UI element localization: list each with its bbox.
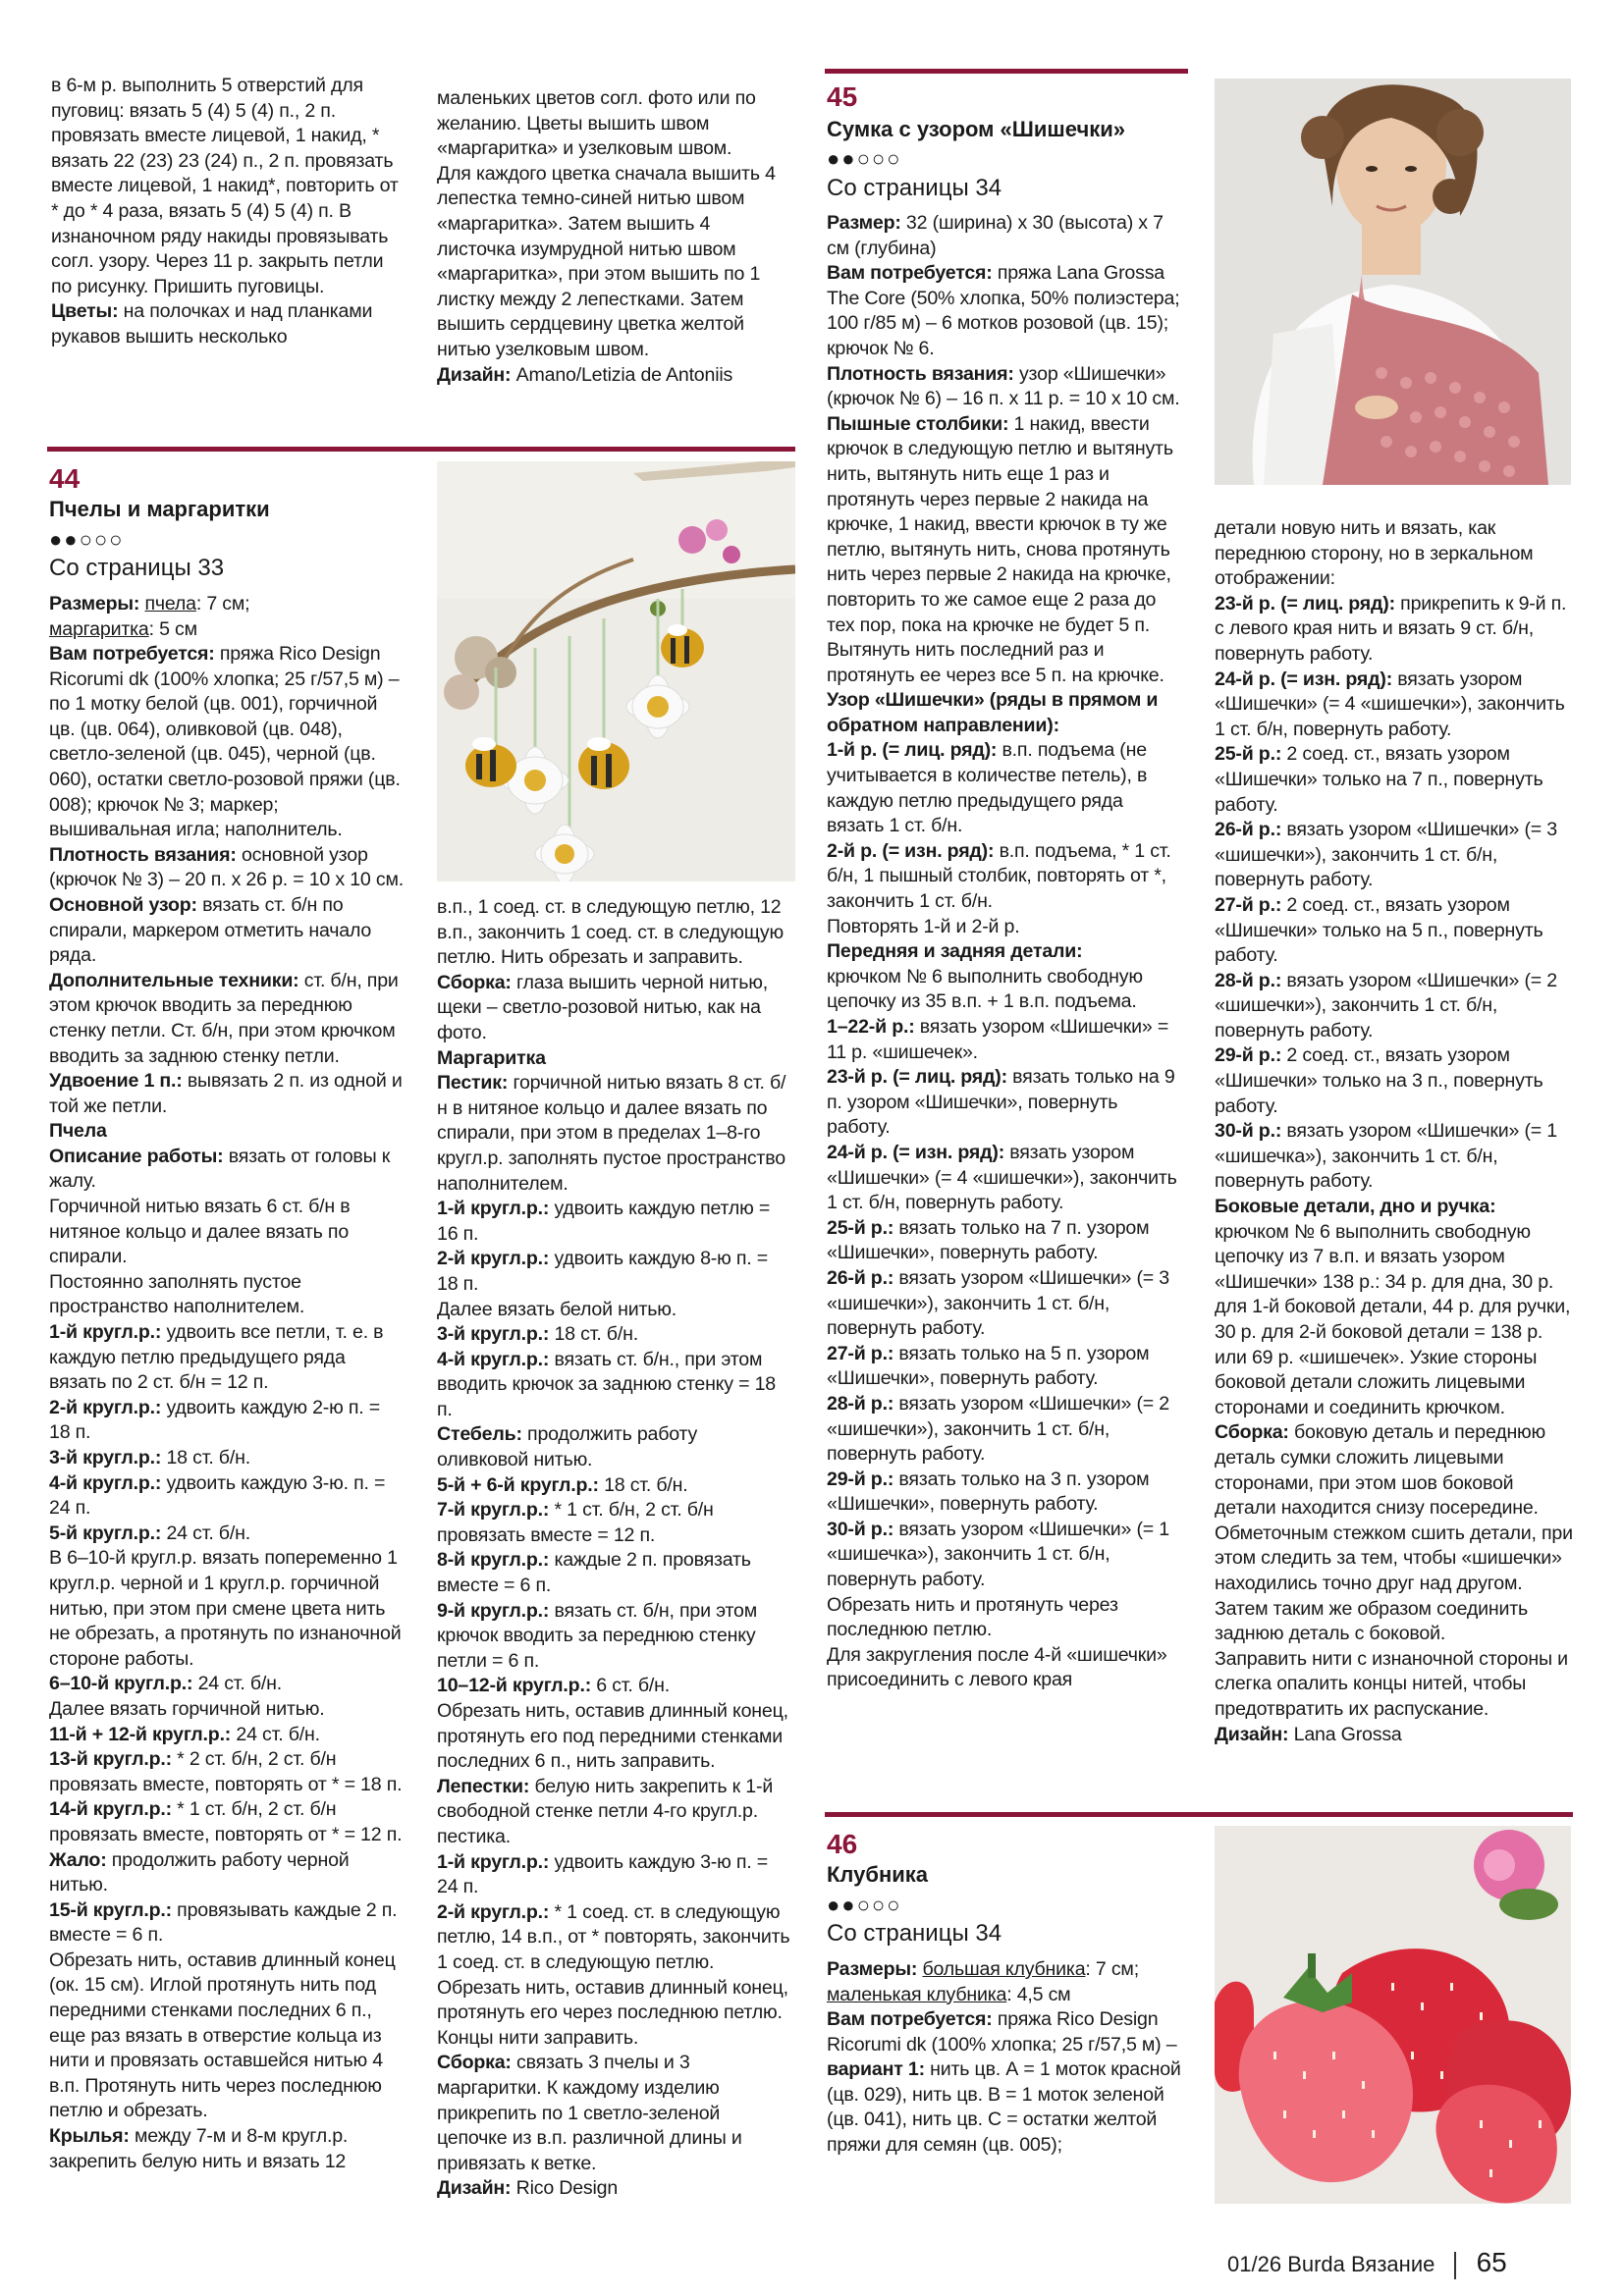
- paragraph-text: пряжа Lana Grossa The Core (50% хлопка, 50% полиэстера; 100 г/85 м) – 6 мотков розовой (цв. 15); крючок № 6.: [827, 262, 1180, 359]
- paragraph: [827, 1141, 1182, 1216]
- paragraph-text: ст. б/н, при этом крючок вводить за переднюю стенку петли. Ст. б/н, при этом крючком вводить за заднюю стенку петли.: [49, 969, 399, 1067]
- bold-label: Вам потребуется:: [827, 2008, 993, 2030]
- bold-label: 3-й кругл.р.:: [437, 1323, 550, 1346]
- paragraph: [49, 1949, 405, 2124]
- paragraph-text: вязать только на 3 п. узором «Шишечки», повернуть работу.: [827, 1468, 1150, 1516]
- bold-label: 2-й кругл.р.:: [49, 1396, 162, 1418]
- paragraph: [1215, 1647, 1573, 1723]
- bold-label: 2-й кругл.р.:: [437, 1248, 550, 1270]
- paragraph-text: 2 соед. ст., вязать узором «Шишечки» только на 5 п., повернуть работу.: [1215, 893, 1543, 967]
- paragraph: [827, 1216, 1182, 1266]
- bold-label: 1-й р. (= лиц. ряд):: [827, 739, 998, 762]
- paragraph-text: каждые 2 п. провязать вместе = 6 п.: [437, 1549, 751, 1597]
- bold-label: 30-й р.:: [1215, 1120, 1282, 1143]
- size-small: : 4,5 см: [1006, 1983, 1071, 2005]
- section-44-title: Пчелы и маргаритки: [49, 497, 270, 521]
- paragraph: [437, 1900, 792, 2052]
- bold-label: 11-й + 12-й кругл.р.:: [49, 1723, 232, 1745]
- bold-label: Сборка:: [437, 971, 512, 993]
- paragraph-text: боковую деталь и переднюю деталь сумки сложить лицевыми сторонами, при этом шов боковой детали находится снизу посередине. Обметочным стежком сшить детали, при этом следить за тем, чтобы «шишечки» находились точно друг над другом.: [1215, 1421, 1573, 1594]
- bold-label: Размер:: [827, 212, 901, 234]
- paragraph-text: вывязать 2 п. из одной и той же петли.: [49, 1070, 403, 1117]
- paragraph-text: удвоить каждую 8-ю п. = 18 п.: [437, 1248, 768, 1295]
- bold-label: 29-й р.:: [1215, 1044, 1282, 1067]
- paragraph: [1215, 1420, 1573, 1596]
- paragraph: [49, 969, 405, 1069]
- paragraph-text: * 1 ст. б/н, 2 ст. б/н провязать вместе = 12 п.: [437, 1499, 714, 1546]
- paragraph-text: 18 ст. б/н.: [598, 1473, 688, 1496]
- paragraph-text: вязать узором «Шишечки» (= 3 «шишечки»), закончить 1 ст. б/н, повернуть работу.: [827, 1266, 1169, 1340]
- paragraph: [1215, 667, 1573, 743]
- bold-label: 25-й р.:: [1215, 743, 1282, 766]
- paragraph: [437, 1046, 792, 1072]
- paragraph-text: провязывать каждые 2 п. вместе = 6 п.: [49, 1898, 398, 1947]
- size-bee-label: пчела: [144, 593, 196, 614]
- paragraph: [827, 362, 1182, 412]
- paragraph: [437, 162, 792, 363]
- bold-label: 9-й кругл.р.:: [437, 1599, 550, 1622]
- bold-label: Маргаритка: [437, 1046, 546, 1069]
- paragraph: [437, 1071, 792, 1197]
- section-44-difficulty: ●●○○○: [49, 527, 125, 552]
- paragraph: [1215, 516, 1573, 592]
- paragraph: [49, 1320, 405, 1396]
- section-45-title: Сумка с узором «Шишечки»: [827, 117, 1125, 141]
- bold-label: Плотность вязания:: [49, 843, 237, 866]
- bold-label: 13-й кругл.р.:: [49, 1748, 172, 1771]
- bold-label: 25-й р.:: [827, 1216, 894, 1239]
- paragraph: [1215, 1723, 1573, 1748]
- paragraph: [49, 1546, 405, 1672]
- bold-label: 2-й кругл.р.:: [437, 1900, 550, 1923]
- bold-label: Лепестки:: [437, 1775, 530, 1797]
- section-44-sizes: [49, 592, 403, 642]
- bold-label: 28-й р.:: [827, 1392, 894, 1415]
- paragraph-text: удвоить каждую 2-ю п. = 18 п.: [49, 1396, 380, 1444]
- section-45-number: 45: [827, 81, 858, 112]
- paragraph-text: 1 накид, ввести крючок в следующую петлю и вытянуть нить, вытянуть нить еще 1 раз и протянуть через первые 2 накида на крючке, 1 накид, ввести крючок в ту же петлю, вытянуть нить, снова протянуть нить через первые 2 накида на крючке, повторить то же самое еще 2 раза до тех пор, пока на крючке не будет 5 п. Вытянуть нить последний раз и протянуть ее через все 5 п. на крючке.: [827, 412, 1173, 686]
- paragraph: [49, 1848, 405, 1898]
- sizes-label-46: Размеры:: [827, 1958, 918, 1980]
- size-small-label: маленькая клубника: [827, 1983, 1007, 2005]
- paragraph-text: вязать узором «Шишечки» (= 3 «шишечки»), закончить 1 ст. б/н, повернуть работу.: [1215, 819, 1557, 891]
- bold-label: Цветы:: [51, 300, 119, 323]
- paragraph-text: между 7-м и 8-м кругл.р. закрепить белую нить и вязать 12: [49, 2125, 349, 2172]
- paragraph-text: нить цв. А = 1 моток красной (цв. 029), нить цв. В = 1 моток зеленой (цв. 041), нить цв. С = остатки желтой пряжи для семян (цв. 005);: [827, 2058, 1181, 2156]
- paragraph: [437, 1548, 792, 1598]
- bold-label: 30-й р.:: [827, 1518, 894, 1540]
- paragraph-text: пряжа Rico Design Ricorumi dk (100% хлопка; 25 г/57,5 м) –: [827, 2008, 1177, 2056]
- paragraph: [437, 1247, 792, 1297]
- paragraph: [437, 2051, 792, 2176]
- page-number: 65: [1476, 2247, 1507, 2277]
- paragraph-text: вязать узором «Шишечки» (= 4 «шишечки»), закончить 1 ст. б/н, повернуть работу.: [827, 1141, 1177, 1214]
- bold-label: Крылья:: [49, 2125, 130, 2148]
- paragraph: [437, 1298, 792, 1323]
- paragraph: [437, 1699, 792, 1775]
- paragraph-text: Заправить нити с изнаночной стороны и слегка опалить концы нитей, чтобы предотвратить их распускание.: [1215, 1647, 1568, 1720]
- paragraph: [827, 1468, 1182, 1518]
- bold-label: Сборка:: [437, 2052, 512, 2074]
- section-46-bar: [825, 1812, 1573, 1817]
- bold-label: 1–22-й р.:: [827, 1016, 915, 1038]
- bold-label: 6–10-й кругл.р.:: [49, 1673, 193, 1695]
- paragraph-text: вязать ст. б/н, при этом крючок вводить за переднюю стенку петли = 6 п.: [437, 1599, 757, 1672]
- paragraph: [827, 2057, 1182, 2158]
- paragraph-text: удвоить каждую 3-ю. п. = 24 п.: [49, 1471, 386, 1520]
- paragraph: [827, 839, 1182, 915]
- footer: [1227, 2248, 1581, 2287]
- paragraph: [49, 1145, 405, 1195]
- paragraph: [437, 1422, 792, 1472]
- paragraph-text: Rico Design: [511, 2177, 619, 2200]
- magazine-name: Burda Вязание: [1287, 2252, 1435, 2276]
- paragraph-text: Затем таким же образом соединить заднюю деталь с боковой.: [1215, 1597, 1528, 1645]
- paragraph-text: 18 ст. б/н.: [161, 1447, 250, 1468]
- paragraph-text: вязать только на 7 п. узором «Шишечки», повернуть работу.: [827, 1216, 1150, 1264]
- bold-label: 5-й + 6-й кругл.р.:: [437, 1473, 599, 1496]
- size-daisy: : 5 см: [148, 617, 197, 640]
- paragraph-text: Для каждого цветка сначала вышить 4 лепестка темно-синей нитью швом «маргаритка». Затем вышить 4 листочка изумрудной нитью швом «маргаритка», при этом вышить по 1 листку между 2 лепестками. Затем вышить сердцевину цветка желтой нитью узелковым швом.: [437, 162, 776, 360]
- paragraph: [49, 1446, 405, 1471]
- bold-label: 3-й кругл.р.:: [49, 1447, 162, 1468]
- paragraph: [51, 74, 403, 299]
- bold-label: Удвоение 1 п.:: [49, 1070, 183, 1093]
- paragraph: [827, 1015, 1182, 1065]
- column-c-45: [827, 211, 1182, 1693]
- paragraph-text: белую нить закрепить к 1-й свободной стенке петли 4-го кругл.р. пестика.: [437, 1775, 774, 1847]
- paragraph-text: маленьких цветов согл. фото или по желанию. Цветы вышить швом «маргаритка» и узелковым швом.: [437, 87, 756, 160]
- bold-label: 1-й кругл.р.:: [49, 1321, 162, 1344]
- paragraph: [49, 1522, 405, 1547]
- section-45-difficulty: ●●○○○: [827, 146, 902, 171]
- paragraph: [49, 1270, 405, 1320]
- paragraph: [437, 1850, 792, 1900]
- section-45-bar: [825, 69, 1188, 74]
- paragraph: [827, 412, 1182, 689]
- paragraph-text: Для закругления после 4-й «шишечки» присоединить с левого края: [827, 1643, 1167, 1691]
- bold-label: Описание работы:: [49, 1145, 224, 1167]
- paragraph-text: вязать узором «Шишечки» (= 1 «шишечка»), закончить 1 ст. б/н, повернуть работу.: [1215, 1120, 1557, 1193]
- paragraph-text: связать 3 пчелы и 3 маргаритки. К каждому изделию прикрепить по 1 светло-зеленой цепочке из в.п. различной длины и привязать к ветке.: [437, 2052, 742, 2174]
- section-46-number: 46: [827, 1829, 858, 1859]
- paragraph-text: вязать узором «Шишечки» = 11 р. «шишечек».: [827, 1016, 1169, 1063]
- bold-label: Узор «Шишечки» (ряды в прямом и обратном направлении):: [827, 689, 1159, 736]
- paragraph-text: 2 соед. ст., вязать узором «Шишечки» только на 3 п., повернуть работу.: [1215, 1044, 1543, 1117]
- size-big-label: большая клубника: [922, 1958, 1086, 1980]
- paragraph: [49, 893, 405, 969]
- column-c-46: [827, 2007, 1182, 2159]
- strawberries-photo: [1215, 1826, 1571, 2204]
- bold-label: Вам потребуется:: [827, 262, 993, 285]
- paragraph-text: * 2 ст. б/н, 2 ст. б/н провязать вместе, повторять от * = 18 п.: [49, 1748, 403, 1795]
- paragraph-text: 32 (ширина) х 30 (высота) х 7 см (глубина): [827, 212, 1164, 259]
- column-a-top: [51, 74, 403, 350]
- paragraph-text: вязать узором «Шишечки» (= 4 «шишечки»), закончить 1 ст. б/н, повернуть работу.: [1215, 667, 1565, 740]
- paragraph-text: на полочках и над планками рукавов вышить несколько: [51, 300, 373, 347]
- bold-label: Дизайн:: [437, 2177, 512, 2200]
- bold-label: Вам потребуется:: [49, 643, 215, 665]
- paragraph-text: детали новую нить и вязать, как переднюю сторону, но в зеркальном отображении:: [1215, 517, 1534, 590]
- paragraph: [49, 1471, 405, 1522]
- paragraph: [49, 1898, 405, 1949]
- paragraph: [49, 1723, 405, 1748]
- paragraph: [49, 843, 405, 893]
- paragraph-text: Обрезать нить и протянуть через последнюю петлю.: [827, 1593, 1118, 1641]
- paragraph: [49, 642, 405, 843]
- paragraph: [827, 1643, 1182, 1693]
- paragraph-text: Amano/Letizia de Antoniis: [511, 363, 733, 386]
- paragraph: [437, 1473, 792, 1499]
- paragraph-text: вязать только на 5 п. узором «Шишечки», повернуть работу.: [827, 1342, 1150, 1390]
- sizes-label: Размеры:: [49, 593, 140, 614]
- bold-label: Основной узор:: [49, 893, 197, 916]
- paragraph: [437, 2176, 792, 2202]
- paragraph-text: Далее вязать белой нитью.: [437, 1298, 677, 1320]
- paragraph: [437, 971, 792, 1046]
- size-big: : 7 см;: [1085, 1958, 1139, 1980]
- paragraph: [827, 939, 1182, 965]
- bold-label: 14-й кругл.р.:: [49, 1798, 172, 1821]
- paragraph-text: узор «Шишечки» (крючок № 6) – 16 п. х 11 р. = 10 х 10 см.: [827, 362, 1180, 410]
- column-a-44: [49, 642, 405, 2174]
- bold-label: Плотность вязания:: [827, 362, 1014, 385]
- paragraph-text: Далее вязать горчичной нитью.: [49, 1697, 325, 1720]
- bag-photo: [1215, 79, 1571, 485]
- paragraph: [827, 261, 1182, 361]
- paragraph-text: горчичной нитью вязать 8 ст. б/н в нитяное кольцо и далее вязать по спирали, при этом в пределах 1–8-го кругл.р. заполнять пустое пространство наполнителем.: [437, 1072, 786, 1195]
- paragraph-text: Обрезать нить, оставив длинный конец (ок. 15 см). Иглой протянуть нить под передними стенками последних 6 п., еще раз вязать в отверстие кольца из нити и провязать оставшейся нитью 4 в.п. Протянуть нить через последнюю петлю и обрезать.: [49, 1949, 396, 2122]
- paragraph: [827, 1518, 1182, 1593]
- paragraph: [437, 1775, 792, 1850]
- bold-label: 23-й р. (= лиц. ряд):: [1215, 592, 1395, 614]
- paragraph-text: вязать узором «Шишечки» (= 2 «шишечки»), закончить 1 ст. б/н, повернуть работу.: [1215, 969, 1557, 1041]
- paragraph-text: 18 ст. б/н.: [549, 1323, 638, 1346]
- paragraph-text: Постоянно заполнять пустое пространство наполнителем.: [49, 1270, 305, 1318]
- paragraph: [1215, 1220, 1573, 1421]
- paragraph-text: вязать только на 9 п. узором «Шишечки», повернуть работу.: [827, 1066, 1175, 1139]
- size-daisy-label: маргаритка: [49, 617, 149, 640]
- paragraph: [49, 1697, 405, 1723]
- paragraph: [49, 1195, 405, 1270]
- paragraph: [827, 211, 1182, 261]
- paragraph-text: в.п., 1 соед. ст. в следующую петлю, 12 в.п., закончить 1 соед. ст. в следующую петлю. Нить обрезать и заправить.: [437, 896, 784, 969]
- bold-label: Жало:: [49, 1848, 107, 1871]
- bold-label: 28-й р.:: [1215, 969, 1282, 991]
- bold-label: 1-й кругл.р.:: [437, 1198, 550, 1220]
- paragraph-text: продолжить работу оливковой нитью.: [437, 1423, 698, 1471]
- bold-label: 5-й кругл.р.:: [49, 1522, 162, 1544]
- section-46-title: Клубника: [827, 1862, 928, 1887]
- bold-label: 1-й кругл.р.:: [437, 1850, 550, 1873]
- paragraph: [49, 1672, 405, 1697]
- paragraph: [1215, 592, 1573, 667]
- paragraph-text: в 6-м р. выполнить 5 отверстий для пуговиц: вязать 5 (4) 5 (4) п., 2 п. провязать вместе лицевой, 1 накид, * вязать 22 (23) 23 (24) п., 2 п. провязать вместе лицевой, 1 накид*, повторить от * до * 4 раза, вязать 5 (4) 5 (4) п. В изнаночном ряду накиды провязывать согл. узору. Через 11 р. закрыть петли по рисунку. Пришить пуговицы.: [51, 75, 399, 297]
- paragraph-text: * 1 ст. б/н, 2 ст. б/н провязать вместе, повторять от * = 12 п.: [49, 1798, 403, 1845]
- paragraph: [49, 1119, 405, 1145]
- column-b-44: [437, 895, 792, 2202]
- paragraph-text: вязать узором «Шишечки» (= 1 «шишечка»), закончить 1 ст. б/н, повернуть работу.: [827, 1518, 1169, 1591]
- size-bee: : 7 см;: [195, 593, 250, 614]
- bold-label: Сборка:: [1215, 1421, 1289, 1444]
- paragraph: [1215, 818, 1573, 893]
- paragraph: [827, 965, 1182, 1015]
- bold-label: Дизайн:: [1215, 1723, 1289, 1745]
- paragraph: [437, 1498, 792, 1548]
- section-46-source: Со страницы 34: [827, 1920, 1002, 1947]
- bees-daisies-photo: [437, 461, 795, 881]
- bold-label: 2-й р. (= изн. ряд):: [827, 839, 995, 862]
- paragraph: [437, 1197, 792, 1247]
- paragraph: [49, 1396, 405, 1446]
- paragraph: [49, 1747, 405, 1797]
- paragraph-text: основной узор (крючок № 3) – 20 п. х 26 р. = 10 х 10 см.: [49, 843, 404, 891]
- paragraph: [827, 915, 1182, 940]
- paragraph: [827, 1593, 1182, 1643]
- bold-label: 10–12-й кругл.р.:: [437, 1675, 592, 1697]
- footer-divider: [1454, 2252, 1456, 2279]
- paragraph-text: в.п. подъема, * 1 ст. б/н, 1 пышный столбик, повторять от *, закончить 1 ст. б/н.: [827, 839, 1171, 913]
- paragraph-text: крючком № 6 выполнить свободную цепочку из 7 в.п. и вязать узором «Шишечки» 138 р.: 34 р. для дна, 30 р. для 1-й боковой детали, 44 р. для ручки, 30 р. для 2-й боковой детали = 138 р. или 69 р. «шишечек». Узкие стороны боковой детали сложить лицевыми сторонами и соединить крючком.: [1215, 1220, 1571, 1418]
- paragraph-text: Повторять 1-й и 2-й р.: [827, 915, 1020, 937]
- paragraph: [51, 299, 403, 349]
- paragraph-text: крючком № 6 выполнить свободную цепочку из 35 в.п. + 1 в.п. подъема.: [827, 965, 1143, 1013]
- bold-label: 15-й кругл.р.:: [49, 1898, 172, 1921]
- paragraph: [827, 2007, 1182, 2057]
- bold-label: 23-й р. (= лиц. ряд):: [827, 1066, 1007, 1089]
- paragraph: [1215, 1597, 1573, 1647]
- paragraph: [49, 1069, 405, 1119]
- paragraph: [1215, 969, 1573, 1044]
- column-b-top: [437, 86, 792, 388]
- paragraph-text: вязать ст. б/н., при этом вводить крючок за заднюю стенку = 18 п.: [437, 1348, 776, 1420]
- paragraph: [437, 1674, 792, 1699]
- paragraph: [827, 1392, 1182, 1468]
- bold-label: 24-й р. (= изн. ряд):: [1215, 667, 1393, 690]
- paragraph-text: * 1 соед. ст. в следующую петлю, 14 в.п., от * повторять, закончить 1 соед. ст. в следующую петлю. Обрезать нить, оставив длинный конец, протянуть его через последнюю петлю. Концы нити заправить.: [437, 1900, 790, 2049]
- bold-label: 4-й кругл.р.:: [49, 1471, 162, 1494]
- paragraph: [49, 1797, 405, 1847]
- paragraph-text: Lana Grossa: [1288, 1723, 1402, 1745]
- paragraph-text: удвоить все петли, т. е. в каждую петлю предыдущего ряда вязать по 2 ст. б/н = 12 п.: [49, 1321, 384, 1394]
- bold-label: вариант 1:: [827, 2058, 925, 2081]
- bold-label: 8-й кругл.р.:: [437, 1549, 550, 1572]
- column-d-45: [1215, 516, 1573, 1747]
- paragraph: [1215, 893, 1573, 969]
- bold-label: Пчела: [49, 1120, 107, 1143]
- section-46-difficulty: ●●○○○: [827, 1893, 902, 1917]
- paragraph-text: 2 соед. ст., вязать узором «Шишечки» только на 7 п., повернуть работу.: [1215, 743, 1543, 816]
- paragraph: [827, 1342, 1182, 1392]
- paragraph-text: удвоить каждую петлю = 16 п.: [437, 1198, 771, 1245]
- paragraph-text: удвоить каждую 3-ю п. = 24 п.: [437, 1850, 768, 1898]
- paragraph: [827, 688, 1182, 738]
- paragraph-text: в.п. подъема (не учитывается в количестве петель), в каждую петлю предыдущего ряда вязать 1 ст. б/н.: [827, 739, 1148, 837]
- paragraph-text: Обрезать нить, оставив длинный конец, протянуть его под передними стенками последних 6 п., нить заправить.: [437, 1700, 788, 1773]
- bold-label: Передняя и задняя детали:: [827, 940, 1083, 963]
- paragraph-text: вязать от головы к жалу.: [49, 1145, 391, 1193]
- section-45-source: Со страницы 34: [827, 175, 1002, 201]
- paragraph-text: Горчичной нитью вязать 6 ст. б/н в нитяное кольцо и далее вязать по спирали.: [49, 1196, 351, 1268]
- section-44-number: 44: [49, 463, 81, 494]
- paragraph: [827, 1266, 1182, 1342]
- bold-label: Пышные столбики:: [827, 412, 1009, 435]
- issue-number: 01/26: [1227, 2252, 1282, 2276]
- bold-label: 27-й р.:: [827, 1342, 894, 1364]
- paragraph: [827, 1065, 1182, 1141]
- paragraph: [1215, 742, 1573, 818]
- bold-label: Стебель:: [437, 1423, 522, 1446]
- paragraph-text: 24 ст. б/н.: [161, 1522, 250, 1544]
- paragraph: [437, 86, 792, 162]
- paragraph-text: продолжить работу черной нитью.: [49, 1848, 350, 1896]
- paragraph: [437, 1348, 792, 1423]
- bold-label: 29-й р.:: [827, 1468, 894, 1490]
- paragraph-text: 6 ст. б/н.: [591, 1675, 671, 1697]
- paragraph: [437, 1322, 792, 1348]
- paragraph-text: 24 ст. б/н.: [192, 1673, 283, 1695]
- bold-label: 24-й р. (= изн. ряд):: [827, 1141, 1005, 1163]
- section-46-sizes: [827, 1957, 1182, 2007]
- paragraph: [49, 2124, 405, 2174]
- paragraph: [437, 1599, 792, 1675]
- bold-label: Боковые детали, дно и ручка:: [1215, 1196, 1496, 1218]
- paragraph-text: глаза вышить черной нитью, щеки – светло-розовой нитью, как на фото.: [437, 971, 768, 1043]
- paragraph-text: пряжа Rico Design Ricorumi dk (100% хлопка; 25 г/57,5 м) – по 1 мотку белой (цв. 001), горчичной цв. (цв. 064), оливковой (цв. 048), светло-зеленой (цв. 045), черной (цв. 060), остатки светло-розовой пряжи (цв. 008); крючок № 3; маркер; вышивальная игла; наполнитель.: [49, 643, 401, 841]
- paragraph-text: вязать ст. б/н по спирали, маркером отметить начало ряда.: [49, 893, 372, 967]
- paragraph: [1215, 1043, 1573, 1119]
- paragraph-text: В 6–10-й кругл.р. вязать попеременно 1 кругл.р. черной и 1 кругл.р. горчичной нитью, при этом при смене цвета нить не обрезать, а протянуть по изнаночной стороне работы.: [49, 1547, 402, 1670]
- paragraph: [1215, 1119, 1573, 1195]
- bold-label: Дизайн:: [437, 363, 512, 386]
- bold-label: 26-й р.:: [1215, 819, 1282, 841]
- bold-label: Пестик:: [437, 1072, 509, 1095]
- section-44-bar: [47, 447, 795, 452]
- bold-label: 7-й кругл.р.:: [437, 1499, 550, 1522]
- paragraph: [437, 363, 792, 389]
- bold-label: Дополнительные техники:: [49, 969, 299, 991]
- bold-label: 27-й р.:: [1215, 893, 1282, 916]
- section-44-source: Со страницы 33: [49, 555, 225, 581]
- paragraph-text: вязать узором «Шишечки» (= 2 «шишечки»), закончить 1 ст. б/н, повернуть работу.: [827, 1392, 1169, 1466]
- bold-label: 26-й р.:: [827, 1266, 894, 1289]
- bold-label: 4-й кругл.р.:: [437, 1348, 550, 1370]
- paragraph: [437, 895, 792, 971]
- paragraph: [1215, 1195, 1573, 1220]
- paragraph-text: 24 ст. б/н.: [231, 1723, 320, 1745]
- paragraph: [827, 738, 1182, 838]
- paragraph-text: прикрепить к 9-й п. с левого края нить и вязать 9 ст. б/н, повернуть работу.: [1215, 592, 1567, 665]
